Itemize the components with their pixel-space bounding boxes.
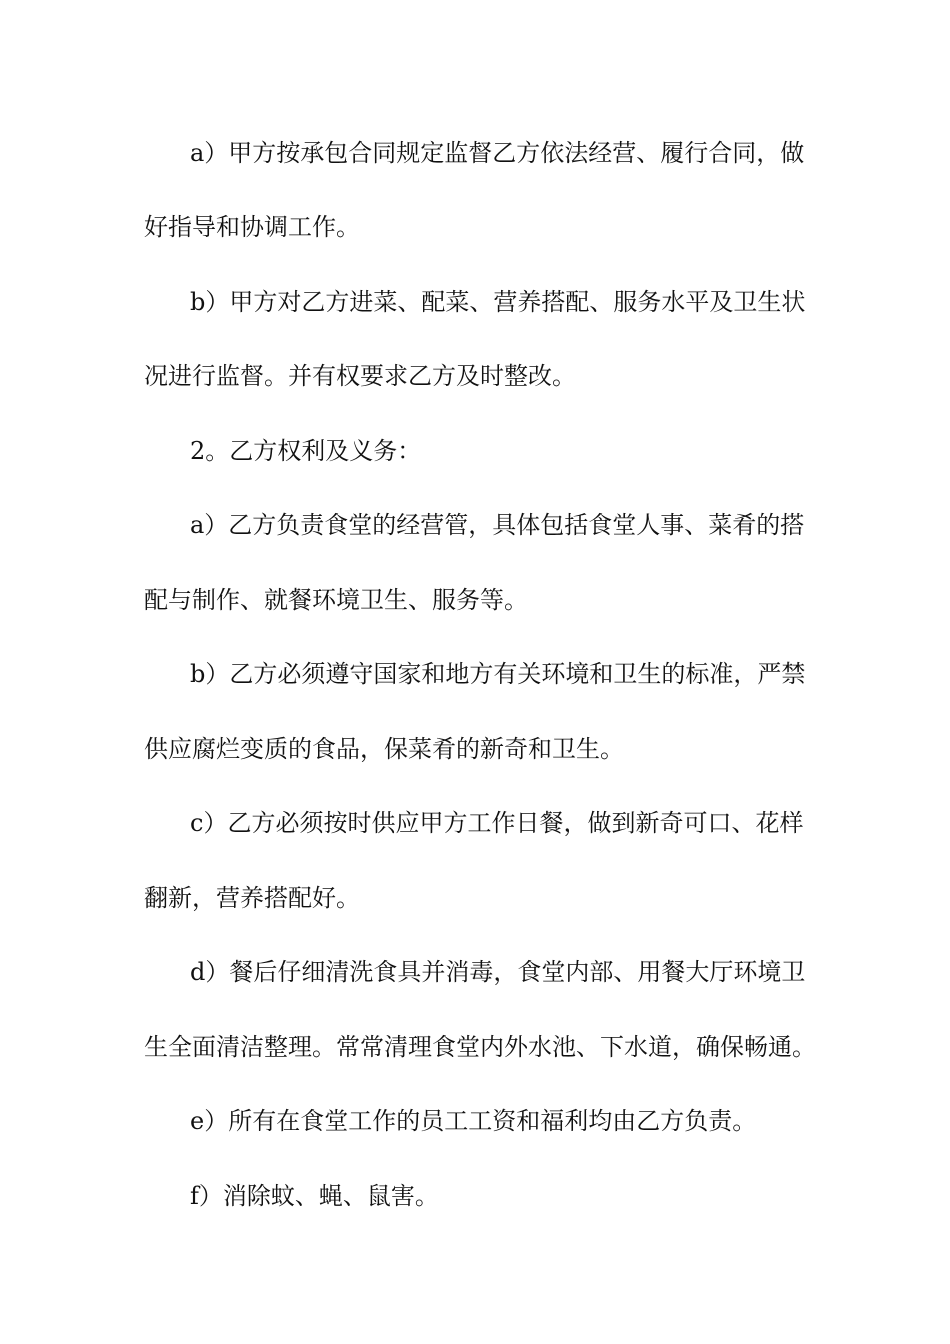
paragraph-2b-line-1: b）乙方必须遵守国家和地方有关环境和卫生的标准，严禁 <box>190 660 806 688</box>
paragraph-2a-line-1: a）乙方负责食堂的经营管，具体包括食堂人事、菜肴的搭 <box>190 511 805 539</box>
paragraph-2f: f）消除蚊、蝇、鼠害。 <box>190 1182 439 1210</box>
paragraph-2d-line-2: 生全面清洁整理。常常清理食堂内外水池、下水道，确保畅通。 <box>144 1033 816 1061</box>
paragraph-2e: e）所有在食堂工作的员工工资和福利均由乙方负责。 <box>190 1107 757 1135</box>
paragraph-2a-line-2: 配与制作、就餐环境卫生、服务等。 <box>144 586 528 614</box>
paragraph-a-line-2: 好指导和协调工作。 <box>144 213 360 241</box>
paragraph-b-line-1: b）甲方对乙方进菜、配菜、营养搭配、服务水平及卫生状 <box>190 288 806 316</box>
paragraph-a-line-1: a）甲方按承包合同规定监督乙方依法经营、履行合同，做 <box>190 139 805 167</box>
paragraph-2b-line-2: 供应腐烂变质的食品，保菜肴的新奇和卫生。 <box>144 735 624 763</box>
section-heading-2: 2。乙方权利及义务： <box>190 437 422 465</box>
paragraph-b-line-2: 况进行监督。并有权要求乙方及时整改。 <box>144 362 576 390</box>
paragraph-2c-line-1: c）乙方必须按时供应甲方工作日餐，做到新奇可口、花样 <box>190 809 804 837</box>
paragraph-2d-line-1: d）餐后仔细清洗食具并消毒，食堂内部、用餐大厅环境卫 <box>190 958 806 986</box>
paragraph-2c-line-2: 翻新，营养搭配好。 <box>144 884 360 912</box>
